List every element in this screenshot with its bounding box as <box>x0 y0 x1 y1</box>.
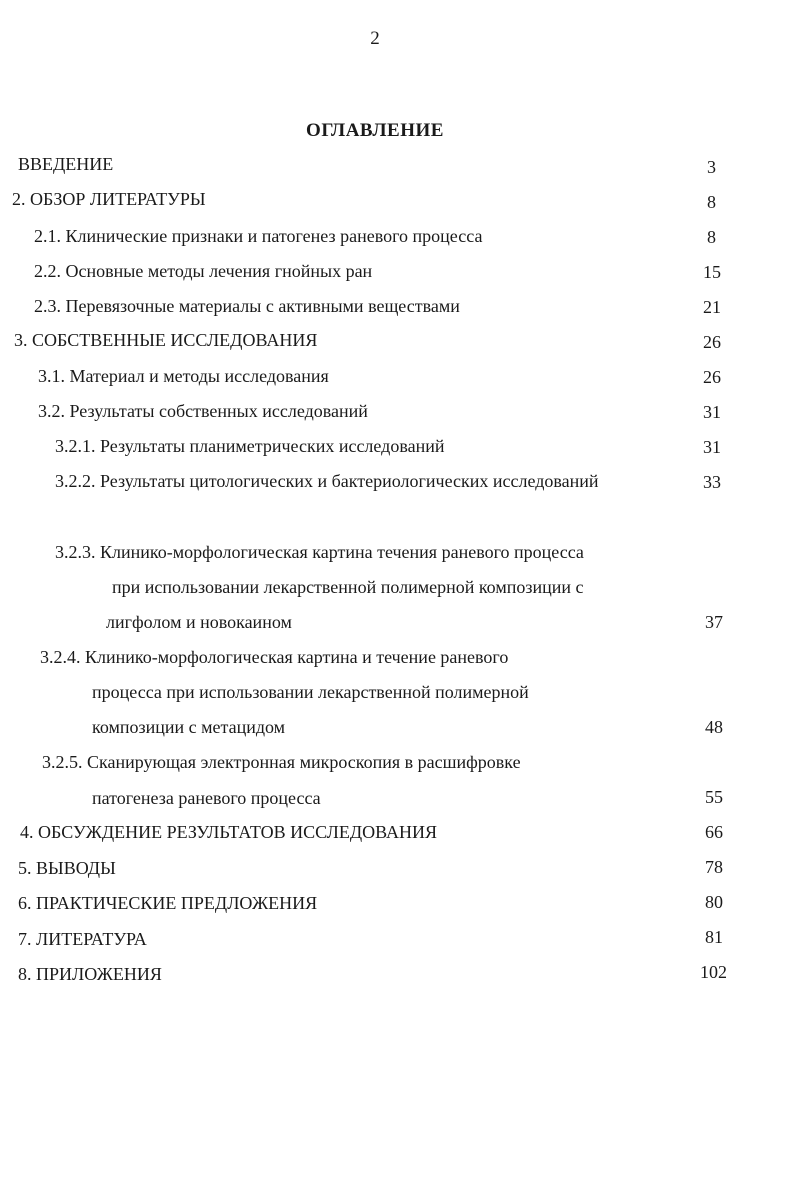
toc-entry-text: 4. ОБСУЖДЕНИЕ РЕЗУЛЬТАТОВ ИССЛЕДОВАНИЯ <box>20 822 438 842</box>
toc-entry-page: 102 <box>700 962 727 982</box>
toc-entry-page: 66 <box>705 822 723 842</box>
toc-entry-text: 2. ОБЗОР ЛИТЕРАТУРЫ <box>12 189 206 209</box>
toc-entry-page: 26 <box>703 367 721 387</box>
toc-entry-page: 48 <box>705 717 723 737</box>
toc-entry-text: 3.1. Материал и методы исследования <box>38 366 329 386</box>
toc-entry-page: 80 <box>705 892 723 912</box>
toc-entry-text: 3.2.4. Клинико-морфологическая картина и течение раневого <box>40 647 509 667</box>
toc-entry-page: 33 <box>703 472 721 492</box>
toc-entry-page: 78 <box>705 857 723 877</box>
toc-entry-text: 2.2. Основные методы лечения гнойных ран <box>34 261 373 281</box>
toc-entry-text: патогенеза раневого процесса <box>92 788 321 808</box>
toc-entry-text: 3.2. Результаты собственных исследований <box>38 401 368 421</box>
toc-entry-text: 3.2.3. Клинико-морфологическая картина течения раневого процесса <box>55 542 584 562</box>
toc-entry-text: 5. ВЫВОДЫ <box>18 858 116 878</box>
toc-entry-text: 3. СОБСТВЕННЫЕ ИССЛЕДОВАНИЯ <box>14 330 318 350</box>
page-number: 2 <box>370 28 380 49</box>
toc-entry-page: 31 <box>703 437 721 457</box>
toc-entry-page: 3 <box>707 157 716 177</box>
page-title: ОГЛАВЛЕНИЕ <box>306 120 444 141</box>
toc-entry-text: 3.2.2. Результаты цитологических и бактериологических исследований <box>55 471 599 491</box>
toc-entry-page: 37 <box>705 612 723 632</box>
toc-entry-page: 15 <box>703 262 721 282</box>
toc-entry-text: процесса при использовании лекарственной полимерной <box>92 682 529 702</box>
toc-entry-text: при использовании лекарственной полимерной композиции с <box>112 577 584 597</box>
toc-entry-text: 2.1. Клинические признаки и патогенез раневого процесса <box>34 226 483 246</box>
toc-entry-page: 81 <box>705 927 723 947</box>
toc-entry-text: 3.2.1. Результаты планиметрических исследований <box>55 436 445 456</box>
toc-entry-page: 8 <box>707 227 716 247</box>
toc-entry-page: 8 <box>707 192 716 212</box>
toc-entry-page: 26 <box>703 332 721 352</box>
toc-entry-text: ВВЕДЕНИЕ <box>18 154 114 174</box>
toc-entry-text: 3.2.5. Сканирующая электронная микроскопия в расшифровке <box>42 752 521 772</box>
toc-entry-text: 7. ЛИТЕРАТУРА <box>18 929 147 949</box>
toc-entry-page: 31 <box>703 402 721 422</box>
toc-entry-text: лигфолом и новокаином <box>106 612 292 632</box>
toc-entry-text: 8. ПРИЛОЖЕНИЯ <box>18 964 162 984</box>
toc-entry-page: 55 <box>705 787 723 807</box>
toc-entry-page: 21 <box>703 297 721 317</box>
toc-entry-text: 6. ПРАКТИЧЕСКИЕ ПРЕДЛОЖЕНИЯ <box>18 893 318 913</box>
toc-entry-text: 2.3. Перевязочные материалы с активными веществами <box>34 296 460 316</box>
toc-entry-text: композиции с метацидом <box>92 717 286 737</box>
